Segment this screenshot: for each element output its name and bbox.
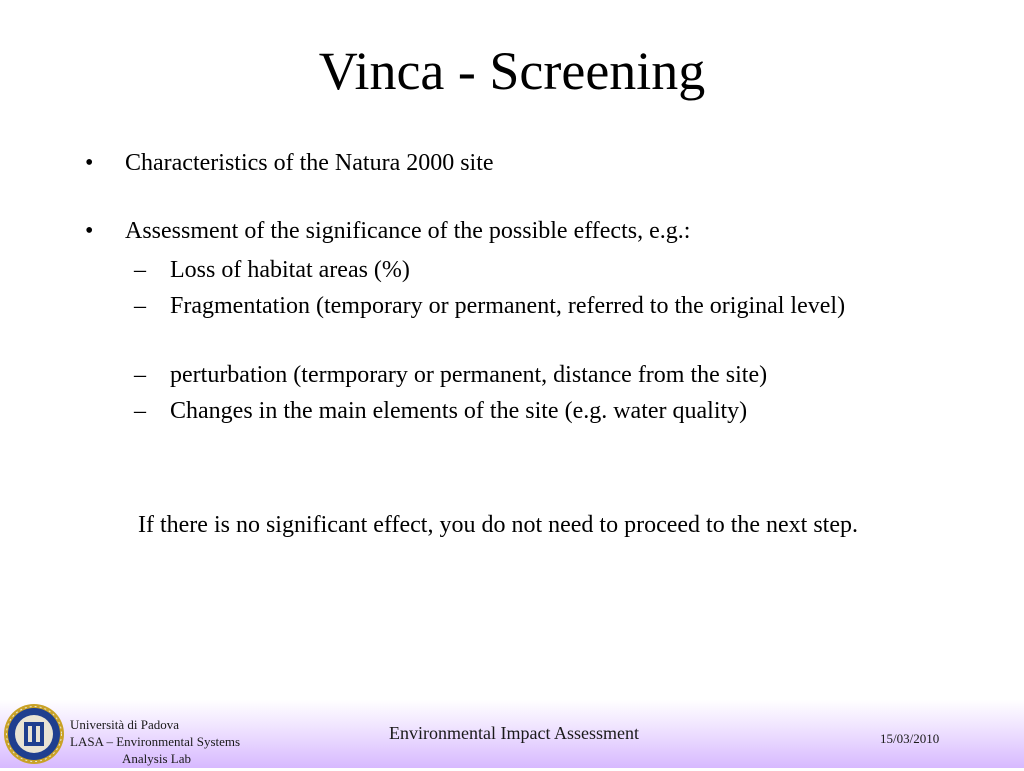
subbullet-marker: – xyxy=(134,257,146,283)
subbullet-text: Loss of habitat areas (%) xyxy=(170,257,410,283)
bullet-marker: • xyxy=(85,150,94,176)
bullet-text: Characteristics of the Natura 2000 site xyxy=(125,150,494,176)
subbullet-text: Fragmentation (temporary or permanent, referred to the original level) xyxy=(170,293,846,319)
footer-institution-line: Analysis Lab xyxy=(122,751,191,766)
bullet-marker: • xyxy=(85,218,94,244)
subbullet-text: perturbation (termporary or permanent, distance from the site) xyxy=(170,362,768,388)
footer-institution xyxy=(70,716,240,767)
subbullet-text: Changes in the main elements of the site (e.g. water quality) xyxy=(170,398,748,424)
footer-course-title: Environmental Impact Assessment xyxy=(389,723,639,743)
bullet-text: Assessment of the significance of the possible effects, e.g.: xyxy=(125,218,691,244)
footer-institution-line: Università di Padova xyxy=(70,717,180,732)
university-seal-icon xyxy=(2,700,66,766)
conclusion-note: If there is no significant effect, you do not need to proceed to the next step. xyxy=(138,512,858,538)
slide-title: Vinca - Screening xyxy=(318,41,706,101)
subbullet-marker: – xyxy=(134,398,146,424)
footer-date: 15/03/2010 xyxy=(880,731,940,746)
subbullet-marker: – xyxy=(134,293,146,319)
subbullet-marker: – xyxy=(134,362,146,388)
footer-institution-line: LASA – Environmental Systems xyxy=(70,734,241,749)
